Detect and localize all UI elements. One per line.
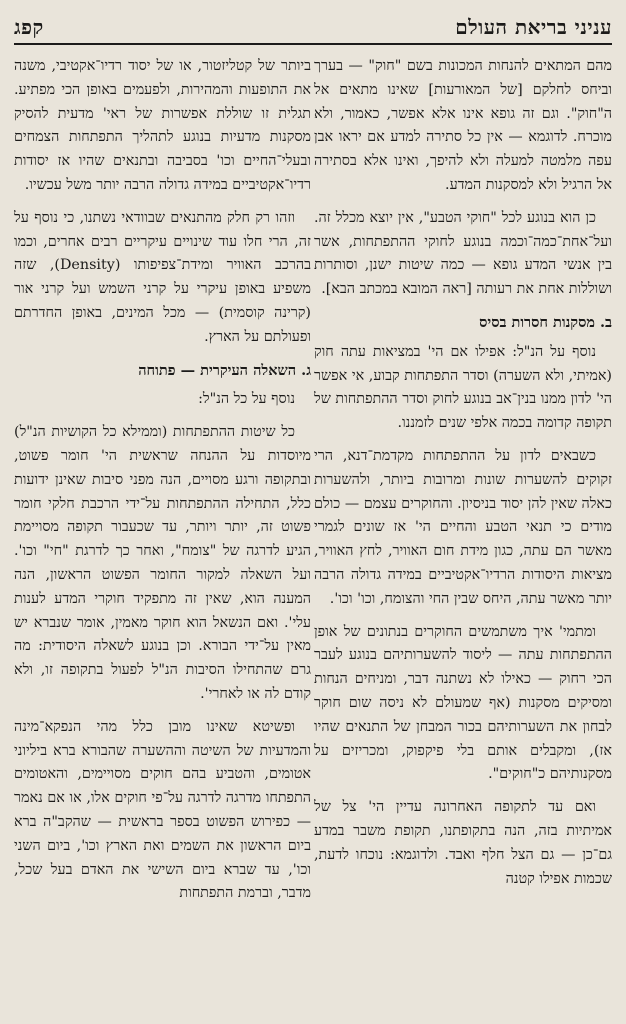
- paragraph: נוסף על כל הנ"ל:: [198, 391, 295, 408]
- paragraph: כן הוא בנוגע לכל "חוקי הטבע", אין יוצא מכלל זה. ועל־אחת־כמה־וכמה בנוגע לחוקי ההתפתחות, אשר בין אנשי המדע גופא — כמה שיטות ישנן, וסותרות ושוללות אחת את רעותה [ראה המובא במכתב הבא].: [314, 209, 612, 298]
- paragraph: כשבאים לדון על ההתפתחות מקדמת־דנא, הרי זקוקים להשערות שונות ומרובות ביותר, ולהשערות כאלה שאין להן יסוד בניסיון. והחוקרים עצמם — כולם מודים כי תנאי הטבע והחיים הי' אז שונים לגמרי מאשר הם עתה, כגון מידת חום האוויר, לחץ האוויר, מציאות היסודות הרדיו־אקטיביים במידה גדולה הרבה יותר מאשר עתה, היחס שבין החי והצומח, וכו' וכו'.: [314, 447, 612, 607]
- paragraph: ופשיטא שאינו מובן כלל מהי הנפקא־מינה והמדעיות של השיטה וההשערה שהבורא ברא ביליוני אטומים, והטביע בהם חוקים מסויימים, והאטומים התפתחו מדרגה לדרגה על־פי חוקים אלו, או אם נאמר — כפירוש הפשוט בספר בראשית — שהקב"ה ברא ביום הראשון את השמים ואת הארץ וכו', ביום השני וכו', עד שברא ביום השישי את האדם בעל שכל, מדבר, וברמת התפתחות: [14, 718, 311, 902]
- paragraph: וזהו רק חלק מהתנאים שבוודאי נשתנו, כי נוסף על זה, הרי חלו עוד שינויים עיקריים רבים אחרים, וכמו בהרכב האוויר ומידת־צפיפותו (Density), שזה משפיע באופן עיקרי על קרני השמש ועל קרני אור (קרינה קוסמית) — מכל המינים, באופן החדרתם ופעולתם על הארץ.: [14, 209, 311, 345]
- header-rule: [14, 43, 612, 45]
- paragraph: ביותר של קטליזטור, או של יסוד רדיו־אקטיבי, משנה את התופעות והמהירות, ולפעמים באופן הכי מפתיע. תגלית זו שוללת אפשרות של ראי' מדעית להסיק מסקנות מדעיות בנוגע לתהליך התפתחות הצמחים ובעלי־החיים וכו' בסביבה ובתנאים שהיו אז יסודות רדיו־אקטיביים במידה גדולה הרבה יותר משל עכשיו.: [14, 58, 311, 193]
- running-title: עניני בריאת העולם: [455, 15, 612, 39]
- paragraph: ומתמי' איך משתמשים החוקרים בנתונים של אופן ההתפתחות עתה — ליסוד להשערותיהם בנוגע לעבר הכי רחוק — כאילו לא נשתנה דבר, ומניחים הנחות ומסיקים מסקנות (אף שמעולם לא ניסה שום חוקר לבחון את השערותיהם בכור המבחן של התנאים שהיו אז), ומקבלים אותם בלי פיקפוק, ומכריזים על מסקנותיהם כ"חוקים".: [314, 623, 612, 783]
- page-number: קפג: [14, 15, 44, 39]
- running-header: [14, 12, 612, 40]
- right-text-column: [314, 55, 612, 1018]
- paragraph: מהם המתאים להנחות המכונות בשם "חוק" — בערך וביחס לחלקם [של המאורעות] שאינו מתאים אל ה"חוק". וגם זה גופא אינו אלא אפשר, כאמור, ולא מוכרח. לדוגמא — אין כל סתירה למדע אם יראו אבן עפה מלמטה למעלה ולא להיפך, ואינו אלא בסתירה אל הרגיל ולא למסקנות המדע.: [314, 58, 612, 193]
- paragraph: ואם עד לתקופה האחרונה עדיין הי' צל של אמיתיות בזה, הנה בתקופתנו, תקופת משבר במדע גם־כן — גם הצל חלף ואבד. ולדוגמא: נוכחו לדעת, שכמות אפילו קטנה: [314, 799, 612, 887]
- paragraph: כל שיטות ההתפתחות (וממילא כל הקושיות הנ"ל) מיוסדות על ההנחה שראשית הי' חומר פשוט, ובתקופה ורגע מסויים, הנה מפני סיבות שאינן ידועות כלל, התחילה ההתפתחות על־ידי הרכבת חלקי חומר פשוט זה, יותר ויותר, עד שכעבור תקופה מסויימת הגיע לדרגה של "צומח", ואחר כך לדרגת "חי" וכו'. ועל השאלה למקור החומר הפשוט הראשון, הנה המענה הוא, שאין זה מתפקיד חוקרי המדע לענות עלי'. ואם הנשאל הוא חוקר מאמין, אומר שנברא יש מאין על־ידי הבורא. וכן בנוגע לשאלה היסודית: מה גרם שהתחילו הסיבות הנ"ל לפעול בתקופה זו, ולא קודם לה או לאחרי'.: [14, 424, 311, 702]
- paragraph: נוסף על הנ"ל: אפילו אם הי' במציאות עתה חוק (אמיתי, ולא השערה) וסדר התפתחות קבוע, אי אפשר הי' לדון ממנו בנין־אב בנוגע לחוק וסדר ההתפתחות של תקופה קדומה בכמה אלפי שנים לזמננו.: [314, 343, 612, 432]
- left-text-column: [14, 55, 311, 1018]
- section-heading: ב. מסקנות חסרות בסיס: [479, 313, 612, 331]
- section-heading: ג. השאלה העיקרית — פתוחה: [138, 361, 311, 379]
